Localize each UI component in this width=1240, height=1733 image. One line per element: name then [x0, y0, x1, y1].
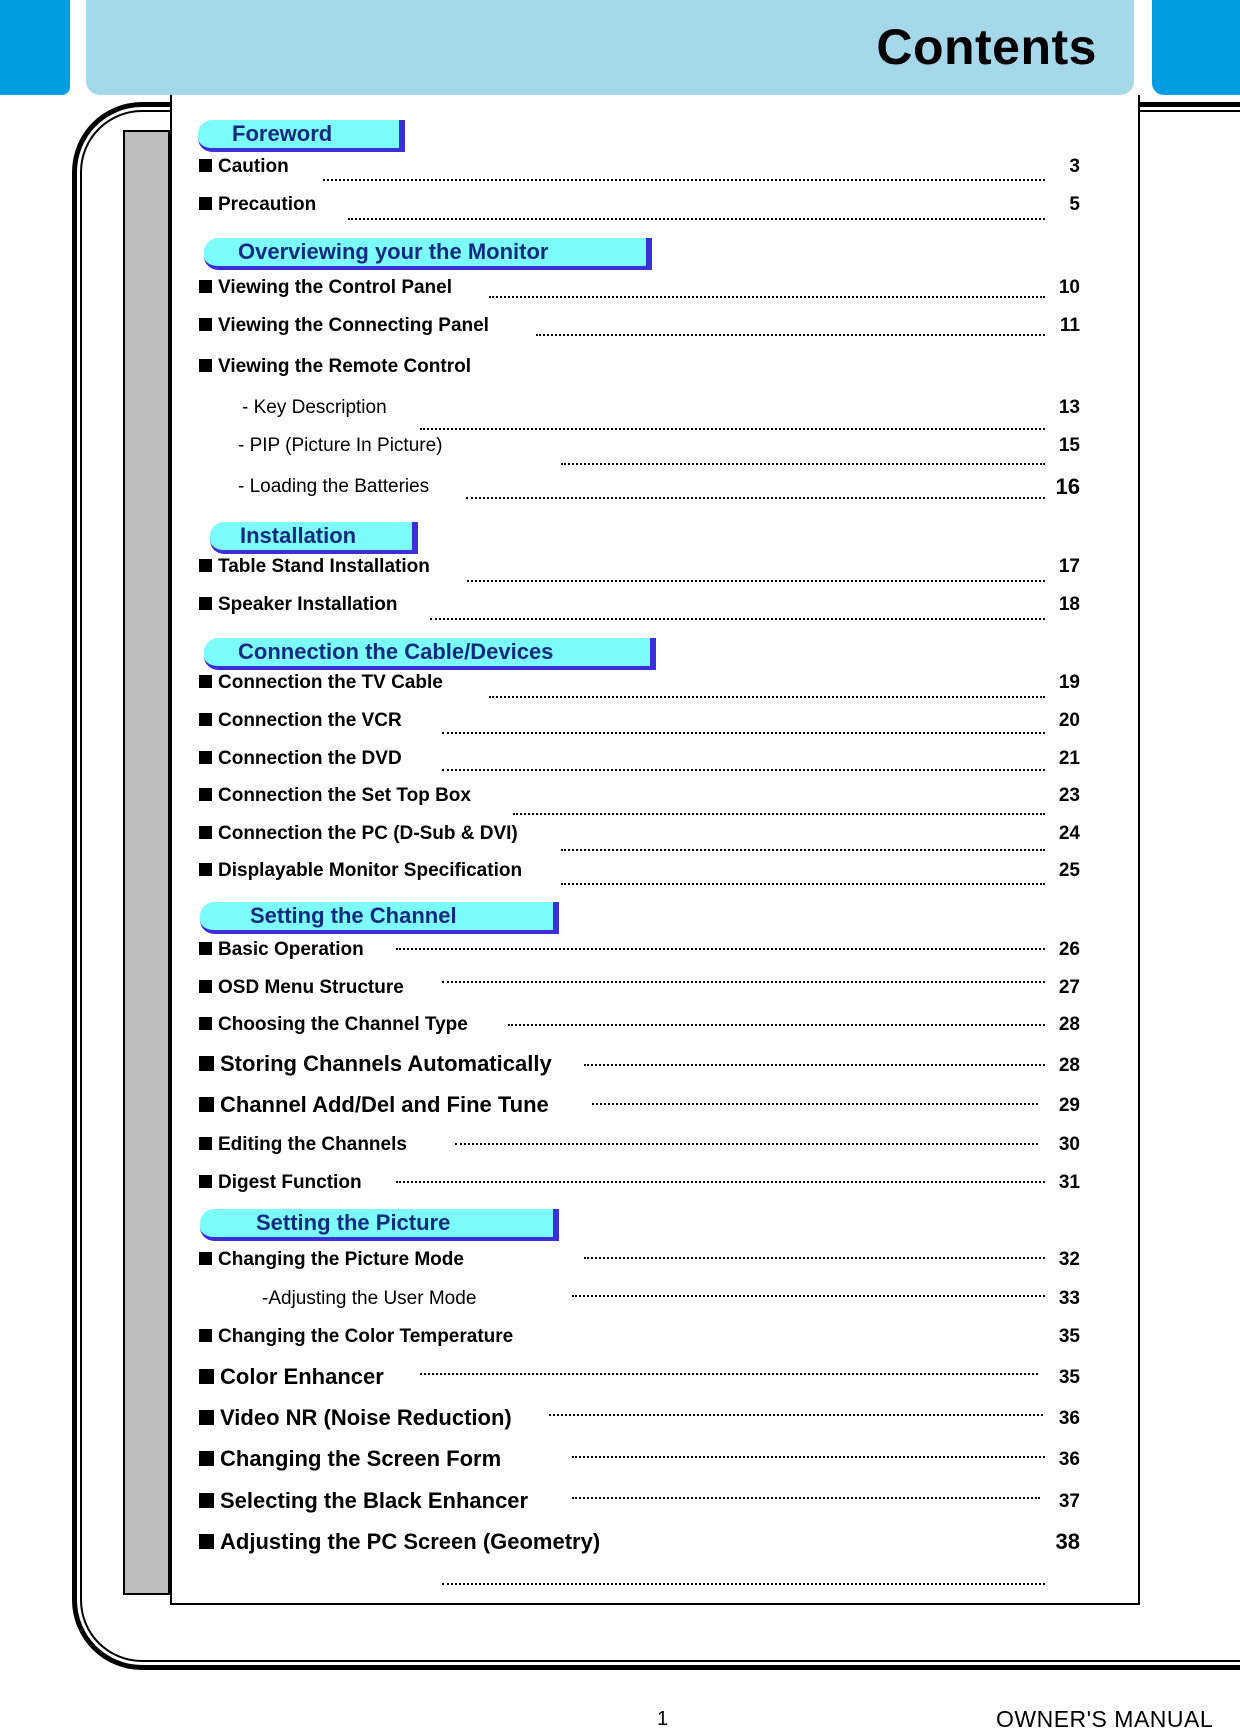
- dot-leader: [561, 463, 1045, 465]
- page-title: Contents: [876, 19, 1097, 75]
- dot-leader: [442, 732, 1045, 734]
- page-ref: 20: [1058, 710, 1080, 731]
- page-ref: 28: [1058, 1055, 1080, 1076]
- page-ref: 26: [1058, 939, 1080, 960]
- page-ref: 21: [1058, 748, 1080, 769]
- toc-item-basic-operation[interactable]: Basic Operation: [199, 939, 364, 961]
- page-ref: 18: [1058, 594, 1080, 615]
- dot-leader: [420, 1373, 1038, 1375]
- toc-item-remote-control[interactable]: Viewing the Remote Control: [199, 356, 471, 378]
- toc-subitem-batteries[interactable]: - Loading the Batteries: [238, 476, 430, 497]
- section-label-overviewing: Overviewing your the Monitor: [204, 238, 652, 270]
- bullet-square-icon: [199, 197, 212, 210]
- toc-item-color-enhancer[interactable]: Color Enhancer: [199, 1364, 384, 1390]
- toc-item-tv-cable[interactable]: Connection the TV Cable: [199, 672, 443, 694]
- dot-leader: [489, 296, 1045, 298]
- bullet-square-icon: [199, 863, 212, 876]
- bullet-square-icon: [199, 1056, 214, 1071]
- footer-manual-label: OWNER'S MANUAL: [996, 1706, 1214, 1732]
- dot-leader: [466, 497, 1045, 499]
- section-label-picture: Setting the Picture: [200, 1209, 559, 1241]
- toc-item-editing-channels[interactable]: Editing the Channels: [199, 1134, 407, 1156]
- toc-subitem-key-description[interactable]: - Key Description: [242, 397, 387, 418]
- toc-item-vcr[interactable]: Connection the VCR: [199, 710, 402, 732]
- dot-leader: [396, 948, 1045, 950]
- page-ref: 23: [1058, 785, 1080, 806]
- dot-leader: [455, 1143, 1038, 1145]
- toc-item-video-nr[interactable]: Video NR (Noise Reduction): [199, 1405, 512, 1431]
- toc-item-osd-menu[interactable]: OSD Menu Structure: [199, 977, 404, 999]
- page-ref: 33: [1058, 1288, 1080, 1309]
- page-ref: 28: [1058, 1014, 1080, 1035]
- page-ref: 30: [1058, 1134, 1080, 1155]
- dot-leader: [442, 981, 1045, 983]
- toc-item-connecting-panel[interactable]: Viewing the Connecting Panel: [199, 315, 489, 337]
- page-ref: 38: [1055, 1529, 1080, 1554]
- toc-item-pc-geometry[interactable]: Adjusting the PC Screen (Geometry): [199, 1529, 600, 1555]
- toc-subitem-pip[interactable]: - PIP (Picture In Picture): [238, 435, 443, 456]
- bullet-square-icon: [199, 359, 212, 372]
- toc-item-screen-form[interactable]: Changing the Screen Form: [199, 1446, 501, 1472]
- bullet-square-icon: [199, 980, 212, 993]
- page-ref: 10: [1058, 277, 1080, 298]
- page-ref: 3: [1069, 156, 1080, 177]
- section-label-connection: Connection the Cable/Devices: [204, 638, 656, 670]
- bullet-square-icon: [199, 1410, 214, 1425]
- bullet-square-icon: [199, 1137, 212, 1150]
- dot-leader: [584, 1257, 1045, 1259]
- toc-item-channel-add-del[interactable]: Channel Add/Del and Fine Tune: [199, 1092, 549, 1118]
- bullet-square-icon: [199, 1252, 212, 1265]
- bullet-square-icon: [199, 1175, 212, 1188]
- section-label-installation: Installation: [210, 522, 418, 554]
- dot-leader: [420, 428, 1045, 430]
- bullet-square-icon: [199, 788, 212, 801]
- bullet-square-icon: [199, 597, 212, 610]
- bullet-square-icon: [199, 1369, 214, 1384]
- dot-leader: [561, 883, 1045, 885]
- dot-leader: [549, 1414, 1043, 1416]
- page-ref: 36: [1058, 1408, 1080, 1429]
- dot-leader: [572, 1295, 1045, 1297]
- toc-item-picture-mode[interactable]: Changing the Picture Mode: [199, 1249, 464, 1271]
- section-label-foreword: Foreword: [198, 120, 405, 152]
- bullet-square-icon: [199, 318, 212, 331]
- page-ref: 35: [1058, 1367, 1080, 1388]
- bullet-square-icon: [199, 1534, 214, 1549]
- bullet-square-icon: [199, 942, 212, 955]
- dot-leader: [442, 1583, 1045, 1585]
- header-right-block: [1152, 0, 1240, 95]
- dot-leader: [467, 580, 1045, 582]
- toc-item-speaker[interactable]: Speaker Installation: [199, 594, 398, 616]
- page-ref: 19: [1058, 672, 1080, 693]
- page-ref: 37: [1058, 1491, 1080, 1512]
- bullet-square-icon: [199, 559, 212, 572]
- grey-side-strip: [123, 130, 170, 1595]
- dot-leader: [508, 1024, 1045, 1026]
- bullet-square-icon: [199, 1097, 214, 1112]
- bullet-square-icon: [199, 751, 212, 764]
- dot-leader: [489, 696, 1045, 698]
- section-label-channel: Setting the Channel: [200, 902, 559, 934]
- toc-item-set-top-box[interactable]: Connection the Set Top Box: [199, 785, 471, 807]
- page-ref: 15: [1058, 435, 1080, 456]
- dot-leader: [536, 334, 1045, 336]
- bullet-square-icon: [199, 1329, 212, 1342]
- dot-leader: [348, 218, 1045, 220]
- page-ref: 11: [1059, 315, 1080, 336]
- page-ref: 32: [1058, 1249, 1080, 1270]
- toc-item-dvd[interactable]: Connection the DVD: [199, 748, 402, 770]
- dot-leader: [572, 1497, 1040, 1499]
- dot-leader: [592, 1103, 1038, 1105]
- toc-item-black-enhancer[interactable]: Selecting the Black Enhancer: [199, 1488, 528, 1514]
- page-ref: 31: [1058, 1172, 1080, 1193]
- page-ref: 16: [1055, 474, 1080, 499]
- page-ref: 36: [1058, 1449, 1080, 1470]
- bullet-square-icon: [199, 1451, 214, 1466]
- dot-leader: [430, 618, 1045, 620]
- toc-subitem-user-mode[interactable]: -Adjusting the User Mode: [262, 1288, 477, 1309]
- dot-leader: [396, 1181, 1045, 1183]
- toc-item-storing-channels[interactable]: Storing Channels Automatically: [199, 1051, 552, 1077]
- dot-leader: [442, 769, 1045, 771]
- page-ref: 27: [1058, 977, 1080, 998]
- header-left-block: [0, 0, 70, 95]
- dot-leader: [584, 1064, 1045, 1066]
- dot-leader: [323, 179, 1045, 181]
- toc-item-pc-dsub-dvi[interactable]: Connection the PC (D-Sub & DVI): [199, 823, 518, 845]
- toc-item-precaution[interactable]: Precaution: [199, 194, 316, 216]
- page-ref: 25: [1058, 860, 1080, 881]
- footer-page-number: 1: [657, 1708, 669, 1730]
- toc-item-digest-function[interactable]: Digest Function: [199, 1172, 362, 1194]
- bullet-square-icon: [199, 159, 212, 172]
- bullet-square-icon: [199, 675, 212, 688]
- toc-item-displayable-spec[interactable]: Displayable Monitor Specification: [199, 860, 522, 882]
- toc-item-caution[interactable]: Caution: [199, 156, 289, 178]
- page-ref: 24: [1058, 823, 1080, 844]
- toc-item-channel-type[interactable]: Choosing the Channel Type: [199, 1014, 468, 1036]
- dot-leader: [513, 813, 1045, 815]
- page-ref: 13: [1058, 397, 1080, 418]
- bullet-square-icon: [199, 713, 212, 726]
- dot-leader: [561, 849, 1045, 851]
- bullet-square-icon: [199, 826, 212, 839]
- page-ref: 17: [1058, 556, 1080, 577]
- bullet-square-icon: [199, 280, 212, 293]
- toc-item-table-stand[interactable]: Table Stand Installation: [199, 556, 430, 578]
- dot-leader: [572, 1456, 1045, 1458]
- bullet-square-icon: [199, 1493, 214, 1508]
- toc-item-control-panel[interactable]: Viewing the Control Panel: [199, 277, 452, 299]
- page-ref: 29: [1058, 1095, 1080, 1116]
- bullet-square-icon: [199, 1017, 212, 1030]
- page-ref: 5: [1069, 194, 1080, 215]
- toc-item-color-temperature[interactable]: Changing the Color Temperature: [199, 1326, 513, 1348]
- page-ref: 35: [1058, 1326, 1080, 1347]
